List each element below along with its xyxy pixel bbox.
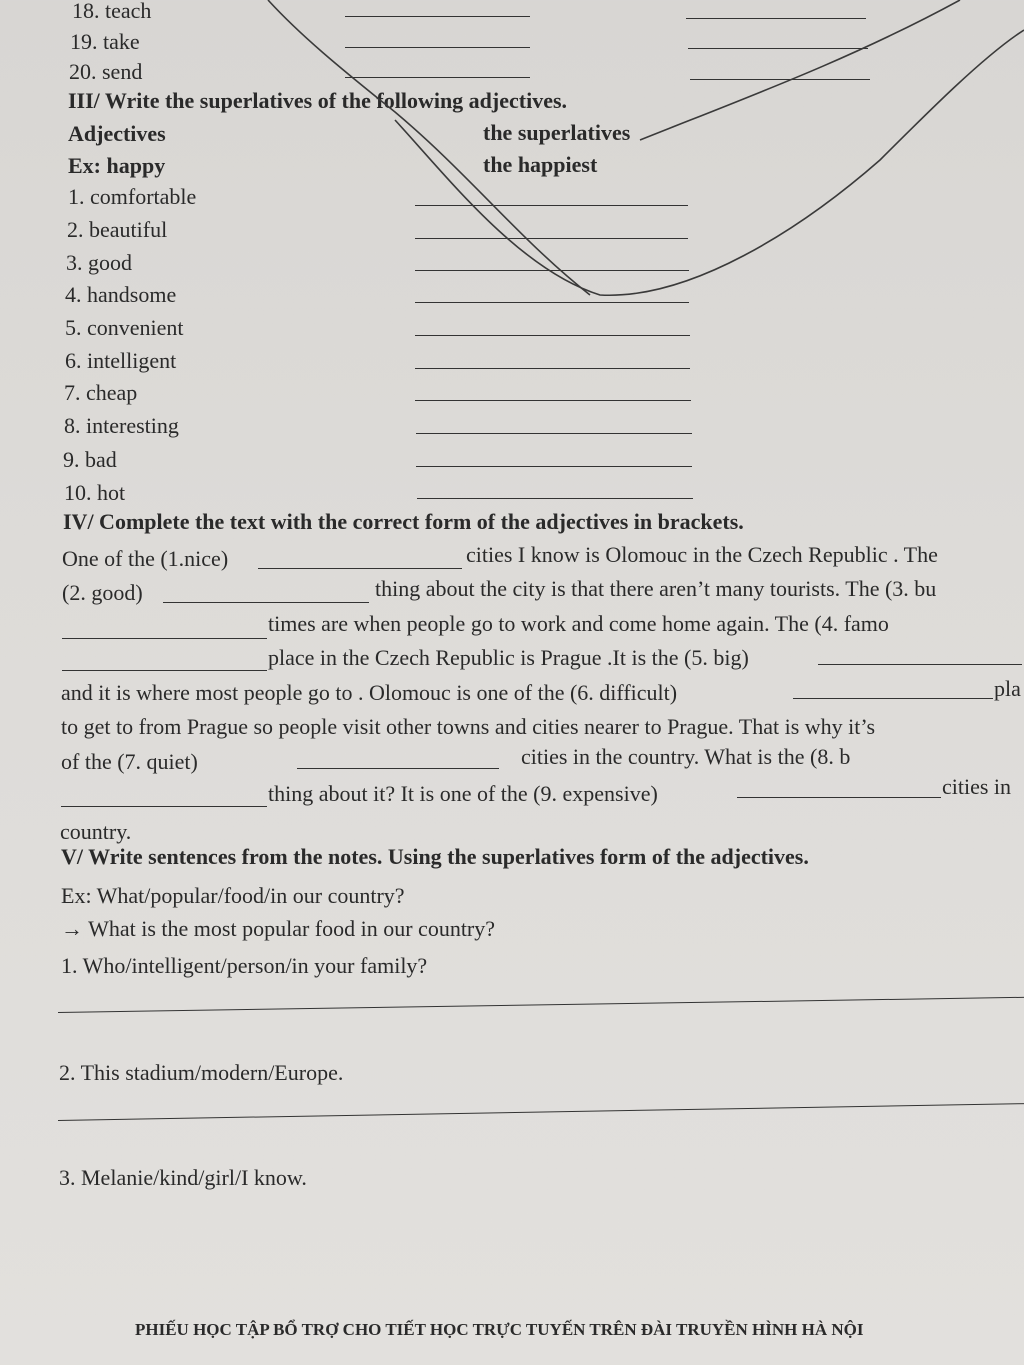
adj-item-2: 2. beautiful <box>67 217 168 242</box>
item-18: 18. teach <box>72 0 152 23</box>
passage-line-5b: pla <box>994 676 1021 701</box>
section3-heading: III/ Write the superlatives of the following adjectives. <box>68 88 568 113</box>
sup-blank-7[interactable] <box>415 400 691 401</box>
example-answer: → What is the most popular food in our country? <box>61 916 496 941</box>
sup-blank-4[interactable] <box>415 302 689 303</box>
answer-line-1[interactable] <box>58 997 1024 1013</box>
passage-line-7a: of the (7. quiet) <box>61 749 198 774</box>
adj-item-6: 6. intelligent <box>65 348 177 373</box>
sup-blank-2[interactable] <box>415 238 688 239</box>
adj-item-9: 9. bad <box>63 447 117 472</box>
blank-18b[interactable] <box>686 18 866 19</box>
sup-blank-5[interactable] <box>415 335 690 336</box>
passage-line-9: country. <box>60 819 132 844</box>
answer-line-2[interactable] <box>58 1103 1024 1121</box>
example-adjective: Ex: happy <box>68 153 166 178</box>
footer-text: PHIẾU HỌC TẬP BỔ TRỢ CHO TIẾT HỌC TRỰC TUYẾN TRÊN ĐÀI TRUYỀN HÌNH HÀ NỘI <box>135 1320 864 1339</box>
passage-line-6: to get to from Prague so people visit other towns and cities nearer to Prague. That is why it’s <box>61 714 876 739</box>
example-question: Ex: What/popular/food/in our country? <box>61 883 405 908</box>
item-19: 19. take <box>70 29 140 54</box>
blank-19b[interactable] <box>688 48 868 49</box>
sentence-item-1: 1. Who/intelligent/person/in your family? <box>61 953 428 978</box>
pen-stroke-cross <box>640 0 960 140</box>
blank-18a[interactable] <box>345 16 530 17</box>
passage-blank-5[interactable] <box>818 664 1022 665</box>
section4-heading: IV/ Complete the text with the correct form of the adjectives in brackets. <box>63 509 744 534</box>
passage-blank-6[interactable] <box>793 698 993 699</box>
sup-blank-8[interactable] <box>416 433 692 434</box>
passage-line-1b: cities I know is Olomouc in the Czech Republic . The <box>466 542 938 567</box>
blank-20b[interactable] <box>690 79 870 80</box>
passage-line-2b: thing about the city is that there aren’t many tourists. The (3. bu <box>375 576 937 601</box>
adj-item-1: 1. comfortable <box>68 184 197 209</box>
passage-blank-7[interactable] <box>297 768 499 769</box>
passage-blank-3[interactable] <box>62 638 267 639</box>
blank-20a[interactable] <box>345 77 530 78</box>
passage-blank-4[interactable] <box>62 670 267 671</box>
adj-item-3: 3. good <box>66 250 132 275</box>
sup-blank-9[interactable] <box>416 466 692 467</box>
passage-line-8b: cities in <box>942 774 1012 799</box>
passage-line-1a: One of the (1.nice) <box>62 546 229 571</box>
pen-stroke-upper <box>268 0 590 295</box>
passage-line-4a: place in the Czech Republic is Prague .It is the (5. big) <box>268 645 749 670</box>
col-superlatives: the superlatives <box>483 120 631 145</box>
sup-blank-10[interactable] <box>417 498 693 499</box>
adj-item-10: 10. hot <box>64 480 126 505</box>
sentence-item-3: 3. Melanie/kind/girl/I know. <box>59 1165 307 1190</box>
blank-19a[interactable] <box>345 47 530 48</box>
passage-line-8a: thing about it? It is one of the (9. expensive) <box>268 781 658 806</box>
adj-item-8: 8. interesting <box>64 413 179 438</box>
sentence-item-2: 2. This stadium/modern/Europe. <box>59 1060 344 1085</box>
adj-item-4: 4. handsome <box>65 282 177 307</box>
passage-blank-9[interactable] <box>737 797 941 798</box>
passage-line-3: times are when people go to work and come home again. The (4. famo <box>268 611 889 636</box>
example-superlative: the happiest <box>483 152 598 177</box>
passage-blank-1[interactable] <box>258 568 462 569</box>
sup-blank-1[interactable] <box>415 205 688 206</box>
passage-line-2a: (2. good) <box>62 580 143 605</box>
item-20: 20. send <box>69 59 143 84</box>
col-adjectives: Adjectives <box>68 121 166 146</box>
passage-line-5a: and it is where most people go to . Olomouc is one of the (6. difficult) <box>61 680 678 705</box>
adj-item-5: 5. convenient <box>65 315 184 340</box>
sup-blank-3[interactable] <box>415 270 689 271</box>
passage-blank-8[interactable] <box>61 806 267 807</box>
passage-blank-2[interactable] <box>163 602 369 603</box>
passage-line-7b: cities in the country. What is the (8. b <box>521 744 851 769</box>
adj-item-7: 7. cheap <box>64 380 138 405</box>
section5-heading: V/ Write sentences from the notes. Using the superlatives form of the adjectives. <box>61 844 809 869</box>
sup-blank-6[interactable] <box>415 368 690 369</box>
